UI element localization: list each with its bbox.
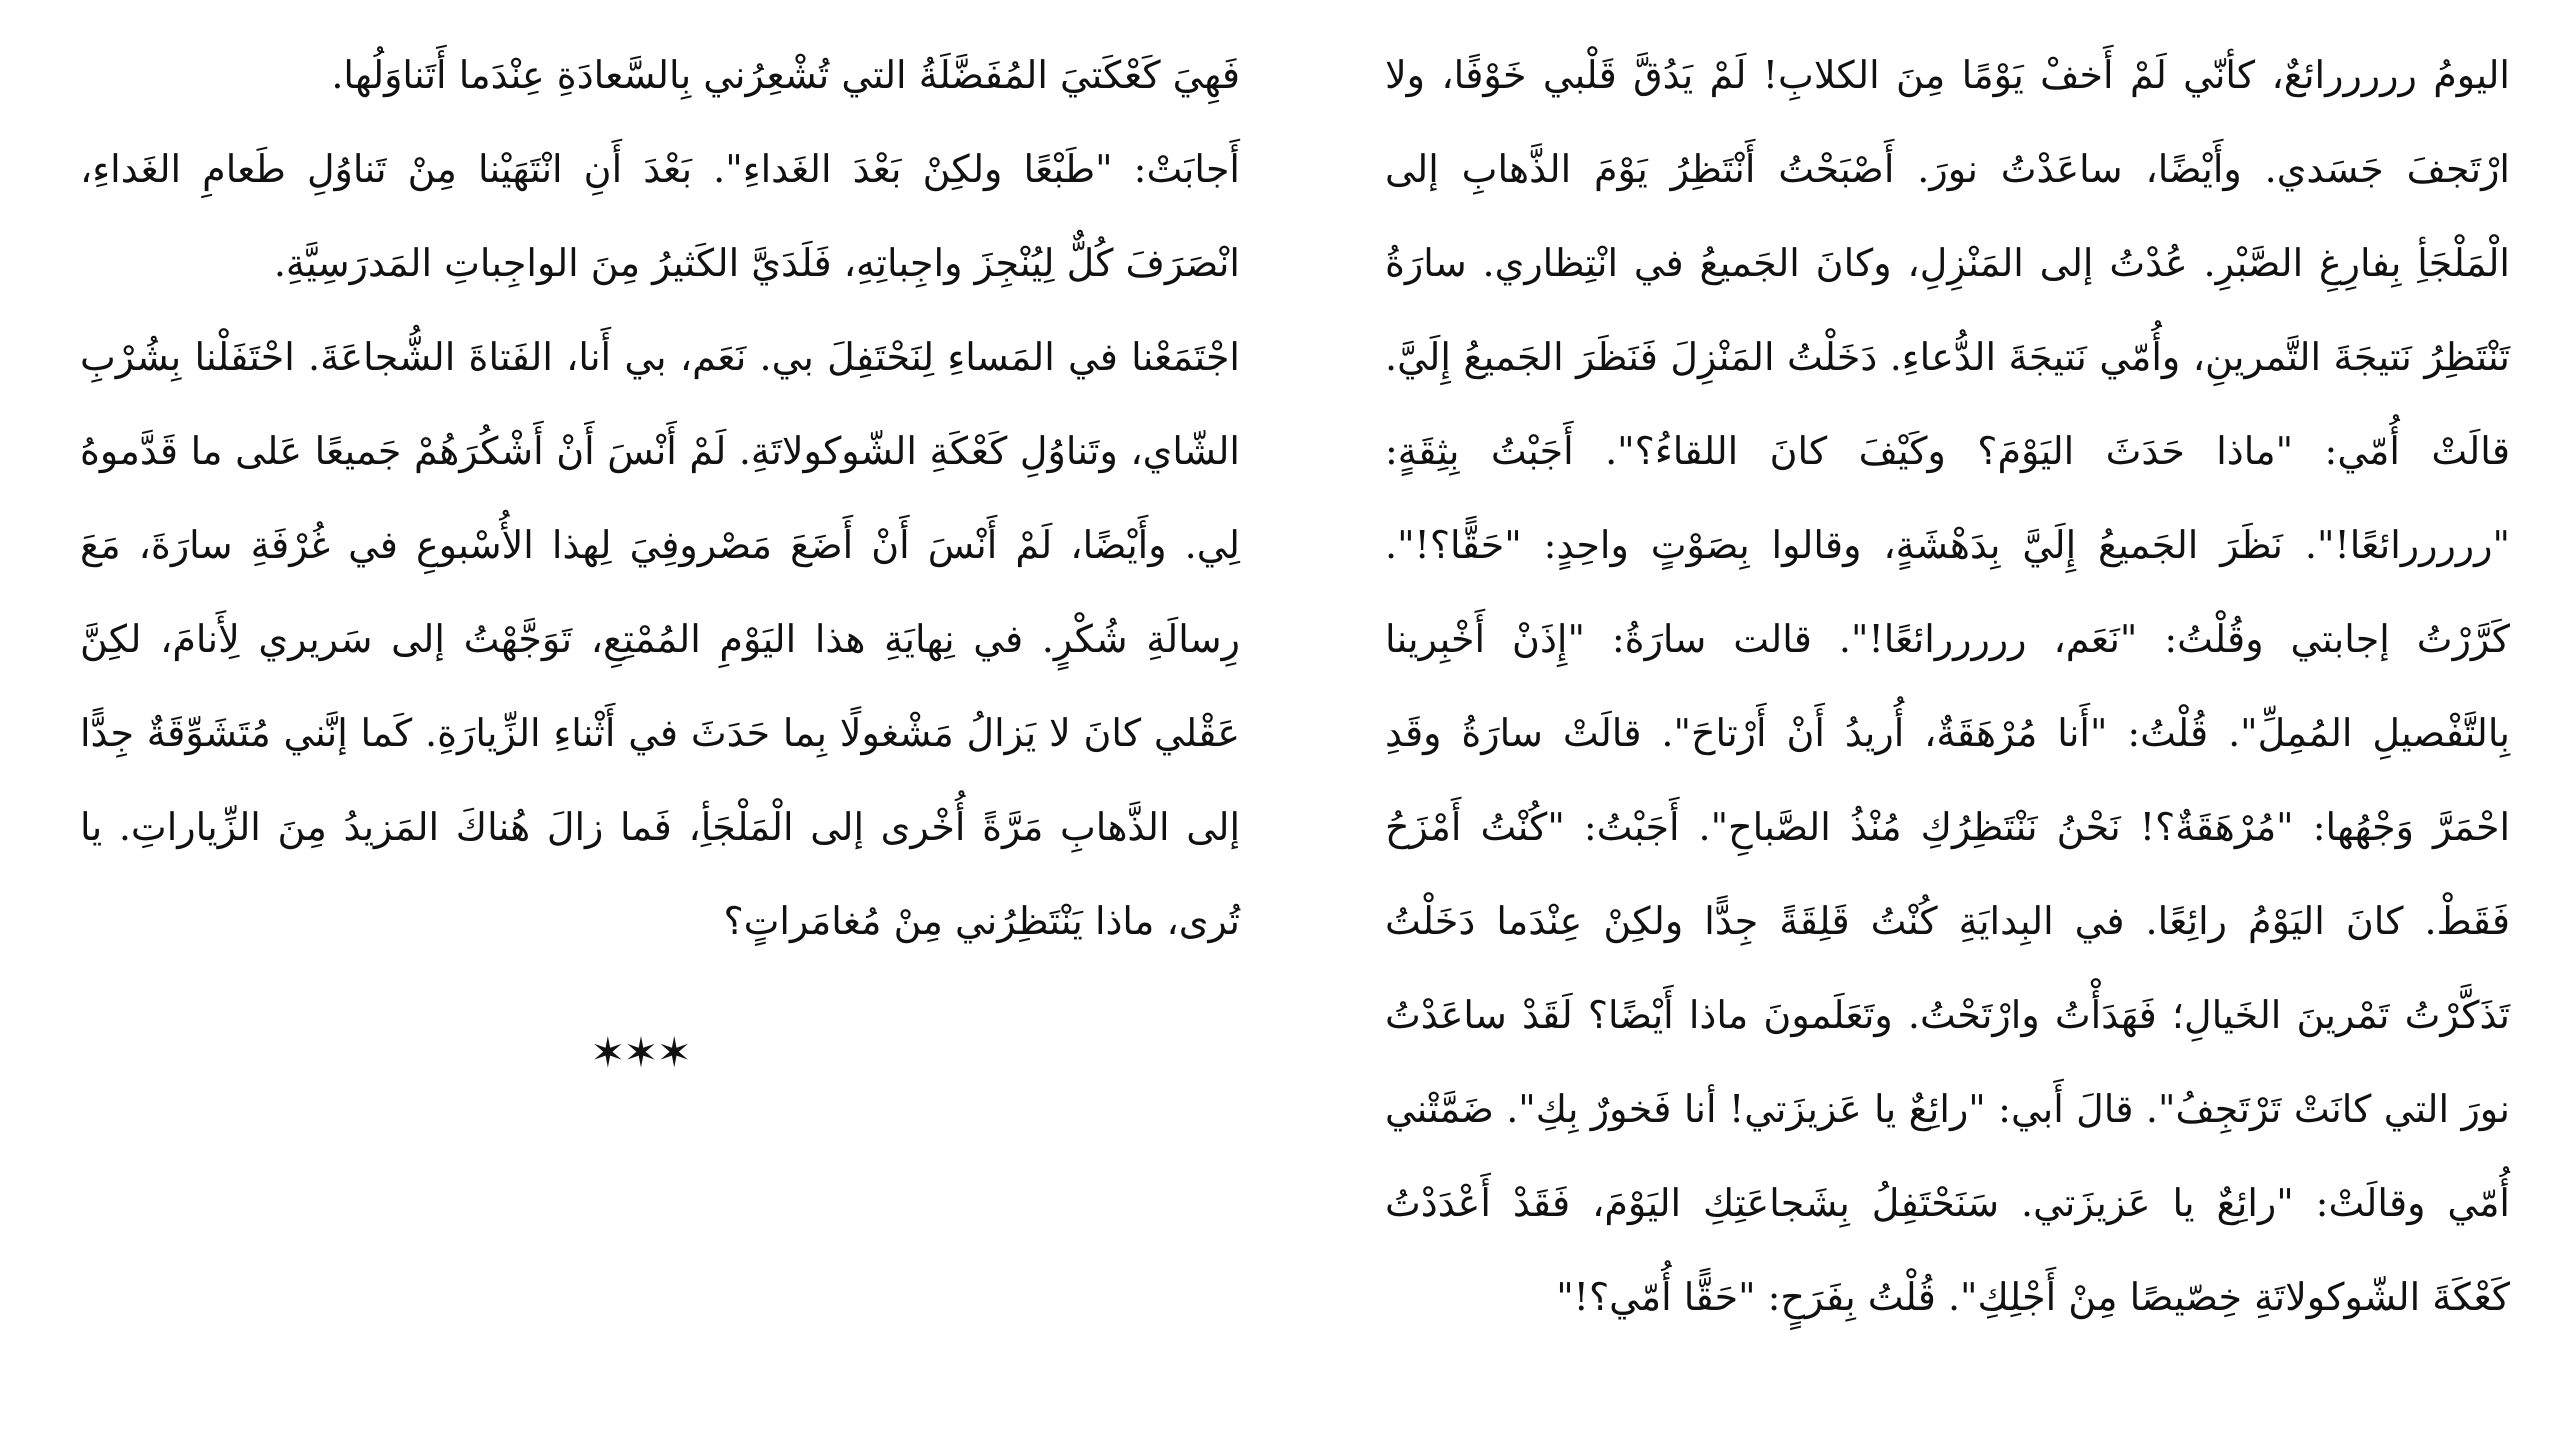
paragraph: فَهِيَ كَعْكَتيَ المُفَضَّلَةُ التي تُشْعِرُني بِالسَّعادَةِ عِنْدَما أَتَناوَلُها. xyxy=(331,53,1240,97)
paragraph: أَجابَتْ: "طَبْعًا ولكِنْ بَعْدَ الغَداءِ". بَعْدَ أَنِ انْتَهَيْنا مِنْ تَناوُلِ طَعامِ الغَداءِ، انْصَرَفَ كُلٌّ لِيُنْجِزَ واجِباتِهِ، فَلَدَيَّ الكَثيرُ مِنَ الواجِباتِ المَدرَسِيَّةِ. xyxy=(80,147,1240,285)
right-text-column xyxy=(1385,28,2510,1344)
left-text-column xyxy=(80,28,1240,968)
paragraph: اليومُ رررررائعٌ، كأنّي لَمْ أَخفْ يَوْمًا مِنَ الكلابِ! لَمْ يَدُقَّ قَلْبي خَوْفًا، ولا ارْتَجفَ جَسَدي. وأَيْضًا، ساعَدْتُ نورَ. أَصْبَحْتُ أَنْتَظِرُ يَوْمَ الذَّهابِ إلى الْمَلْجَأِ بِفارِغِ الصَّبْرِ. عُدْتُ إلى المَنْزِلِ، وكانَ الجَميعُ في انْتِظاري. سارَةُ تَنْتَظِرُ نَتيجَةَ التَّمرينِ، وأُمّي نَتيجَةَ الدُّعاءِ. دَخَلْتُ المَنْزِلَ فَنَظَرَ الجَميعُ إِلَيَّ. قالَتْ أُمّي: "ماذا حَدَثَ اليَوْمَ؟ وكَيْفَ كانَ اللقاءُ؟". أَجَبْتُ بِثِقَةٍ: "رررررائعًا!". نَظَرَ الجَميعُ إِلَيَّ بِدَهْشَةٍ، وقالوا بِصَوْتٍ واحِدٍ: "حَقًّا؟!". كَرَّرْتُ إجابتي وقُلْتُ: "نَعَم، رررررائعًا!". قالت سارَةُ: "إِذَنْ أَخْبِرينا بِالتَّفْصيلِ المُمِلِّ". قُلْتُ: "أَنا مُرْهَقَةٌ، أُريدُ أَنْ أَرْتاحَ". قالَتْ سارَةُ وقَدِ احْمَرَّ وَجْهُها: "مُرْهَقَةٌ؟! نَحْنُ نَنْتَظِرُكِ مُنْذُ الصَّباحِ". أَجَبْتُ: "كُنْتُ أَمْزَحُ فَقَطْ. كانَ اليَوْمُ رائِعًا. في البِدايَةِ كُنْتُ قَلِقَةً جِدًّا ولكِنْ عِنْدَما دَخَلْتُ تَذَكَّرْتُ تَمْرينَ الخَيالِ؛ فَهَدَأْتُ وارْتَحْتُ. وتَعَلَمونَ ماذا أَيْضًا؟ لَقَدْ ساعَدْتُ نورَ التي كانَتْ تَرْتَجِفُ". قالَ أَبي: "رائِعٌ يا عَزيزَتي! أنا فَخورٌ بِكِ". ضَمَّتْني أُمّي وقالَتْ: "رائِعٌ يا عَزيزَتي. سَنَحْتَفِلُ بِشَجاعَتِكِ اليَوْمَ، فَقَدْ أَعْدَدْتُ كَعْكَةَ الشّوكولاتَةِ خِصّيصًا مِنْ أَجْلِكِ". قُلْتُ بِفَرَحٍ: "حَقًّا أُمّي؟!" xyxy=(1385,53,2510,1319)
section-separator-stars: ✶✶✶ xyxy=(590,1028,690,1077)
paragraph: اجْتَمَعْنا في المَساءِ لِنَحْتَفِلَ بي. نَعَم، بي أَنا، الفَتاةَ الشُّجاعَةَ. احْتَفَلْنا بِشُرْبِ الشّاي، وتَناوُلِ كَعْكَةِ الشّوكولاتَةِ. لَمْ أَنْسَ أَنْ أَشْكُرَهُمْ جَميعًا عَلى ما قَدَّموهُ لِي. وأَيْضًا، لَمْ أَنْسَ أَنْ أَضَعَ مَصْروفِيَ لِهذا الأُسْبوعِ في غُرْفَةِ سارَةَ، مَعَ رِسالَةِ شُكْرٍ. في نِهايَةِ هذا اليَوْمِ المُمْتِعِ، تَوَجَّهْتُ إلى سَريري لِأَنامَ، لكِنَّ عَقْلي كانَ لا يَزالُ مَشْغولًا بِما حَدَثَ في أَثْناءِ الزِّيارَةِ. كَما إنَّني مُتَشَوِّقَةٌ جِدًّا إلى الذَّهابِ مَرَّةً أُخْرى إلى الْمَلْجَأِ، فَما زالَ هُناكَ المَزيدُ مِنَ الزِّياراتِ. يا تُرى، ماذا يَنْتَظِرُني مِنْ مُغامَراتٍ؟ xyxy=(80,335,1240,943)
